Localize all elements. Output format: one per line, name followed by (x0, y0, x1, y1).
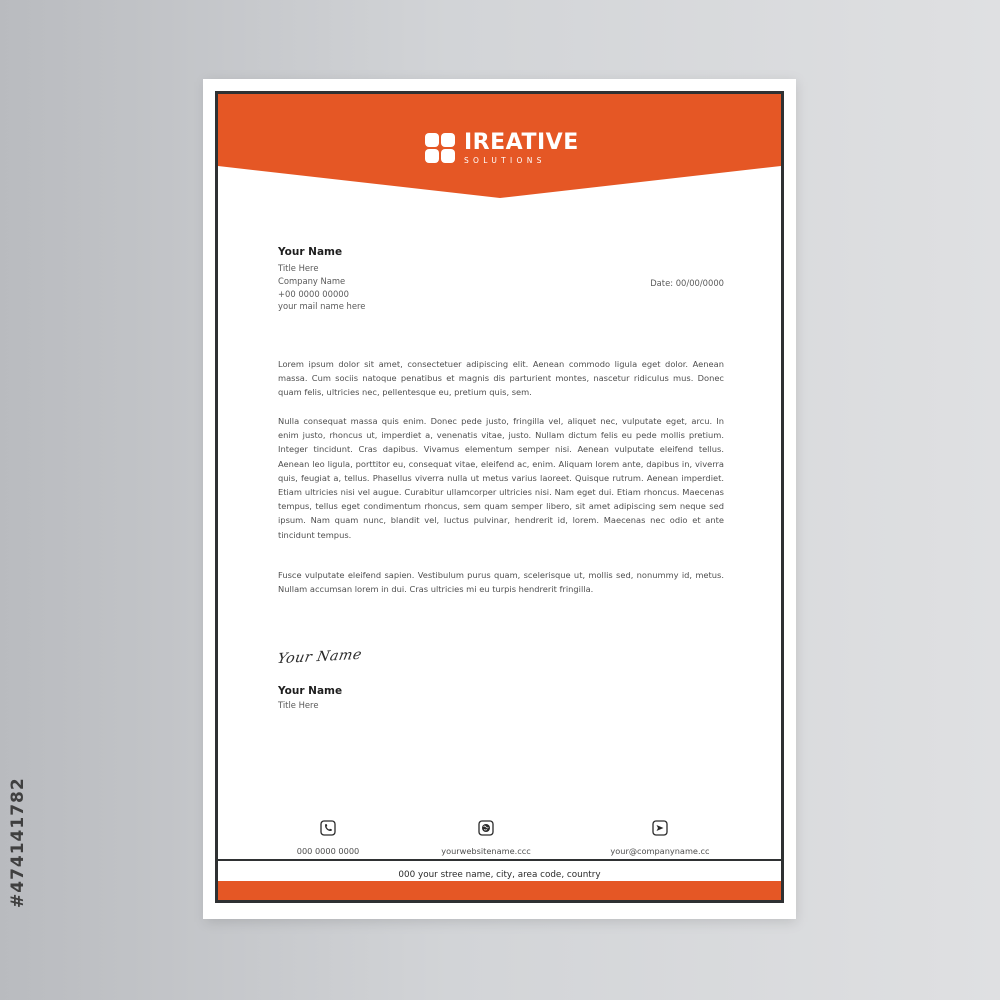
sender-company: Company Name (278, 275, 346, 286)
body-paragraph-3: Fusce vulputate eleifend sapien. Vestibulum purus quam, scelerisque ut, mollis sed, nonummy id, metus. Nullam accumsan lorem in dui. Cras ultricies mi eu turpis hendrerit fringilla. (278, 570, 724, 595)
paper-plane-icon (652, 820, 668, 836)
stock-id-watermark (8, 768, 32, 908)
contact-website-text: yourwebsitename.ccc (441, 846, 531, 856)
globe-icon (478, 820, 494, 836)
footer-divider (218, 859, 781, 861)
letter-date: Date: 00/00/0000 (650, 278, 724, 288)
logo-mark-icon (424, 132, 456, 164)
body-paragraph-2: Nulla consequat massa quis enim. Donec pede justo, fringilla vel, aliquet nec, vulputate eget, arcu. In enim justo, rhoncus ut, imperdiet a, venenatis vitae, justo. Nullam dictum felis eu pede mollis pretium. Integer tincidunt. Cras dapibus. Vivamus elementum semper nisi. Aenean vulputate eleifend tellus. Aenean leo ligula, porttitor eu, consequat vitae, eleifend ac, enim. Aliquam lorem ante, dapibus in, viverra quis, feugiat a, tellus. Phasellus viverra nulla ut metus varius laoreet. Quisque rutrum. Aenean imperdiet. Etiam ultricies nisi vel augue. Curabitur ullamcorper ultricies nisi. Nam eget dui. Etiam rhoncus. Maecenas tempus, tellus eget condimentum rhoncus, sem quam semper libero, sit amet adipiscing sem neque sed ipsum. Nam quam nunc, blandit vel, luctus pulvinar, hendrerit id, lorem. Maecenas nec odio et ante tincidunt tempus. (278, 416, 724, 540)
footer-address: 000 your stree name, city, area code, country (398, 870, 601, 880)
stock-id-text: #474141782 (8, 777, 28, 908)
sender-email: your mail name here (278, 301, 366, 312)
phone-icon (320, 820, 336, 836)
brand-name: IREATIVE (464, 130, 579, 155)
contact-email-text: your@companyname.cc (610, 846, 710, 856)
body-paragraph-1: Lorem ipsum dolor sit amet, consectetuer adipiscing elit. Aenean commodo ligula eget dolor. Aenean massa. Cum sociis natoque penatibus et magnis dis parturient montes, nascetur ridiculus mus. Donec quam felis, ultricies nec, pellentesque eu, pretium quis, sem. (278, 359, 724, 398)
handwritten-signature: Your Name (275, 646, 364, 668)
signature-name: Your Name (278, 685, 343, 697)
contact-email (580, 820, 740, 856)
sender-block (278, 246, 365, 313)
contact-website (406, 820, 566, 856)
sender-title: Title Here (278, 263, 319, 273)
contact-phone-text: 000 0000 0000 (296, 846, 360, 856)
footer-accent-bar (218, 881, 781, 900)
letterhead-frame (215, 91, 784, 903)
letterhead-sheet (203, 79, 796, 919)
brand-tagline: SOLUTIONS (464, 156, 546, 165)
contact-phone (248, 820, 408, 856)
sender-phone: +00 0000 00000 (278, 288, 349, 299)
sender-name: Your Name (278, 246, 343, 258)
signature-title: Title Here (278, 700, 319, 710)
brand-logo (424, 132, 579, 165)
logo-text (464, 132, 579, 165)
